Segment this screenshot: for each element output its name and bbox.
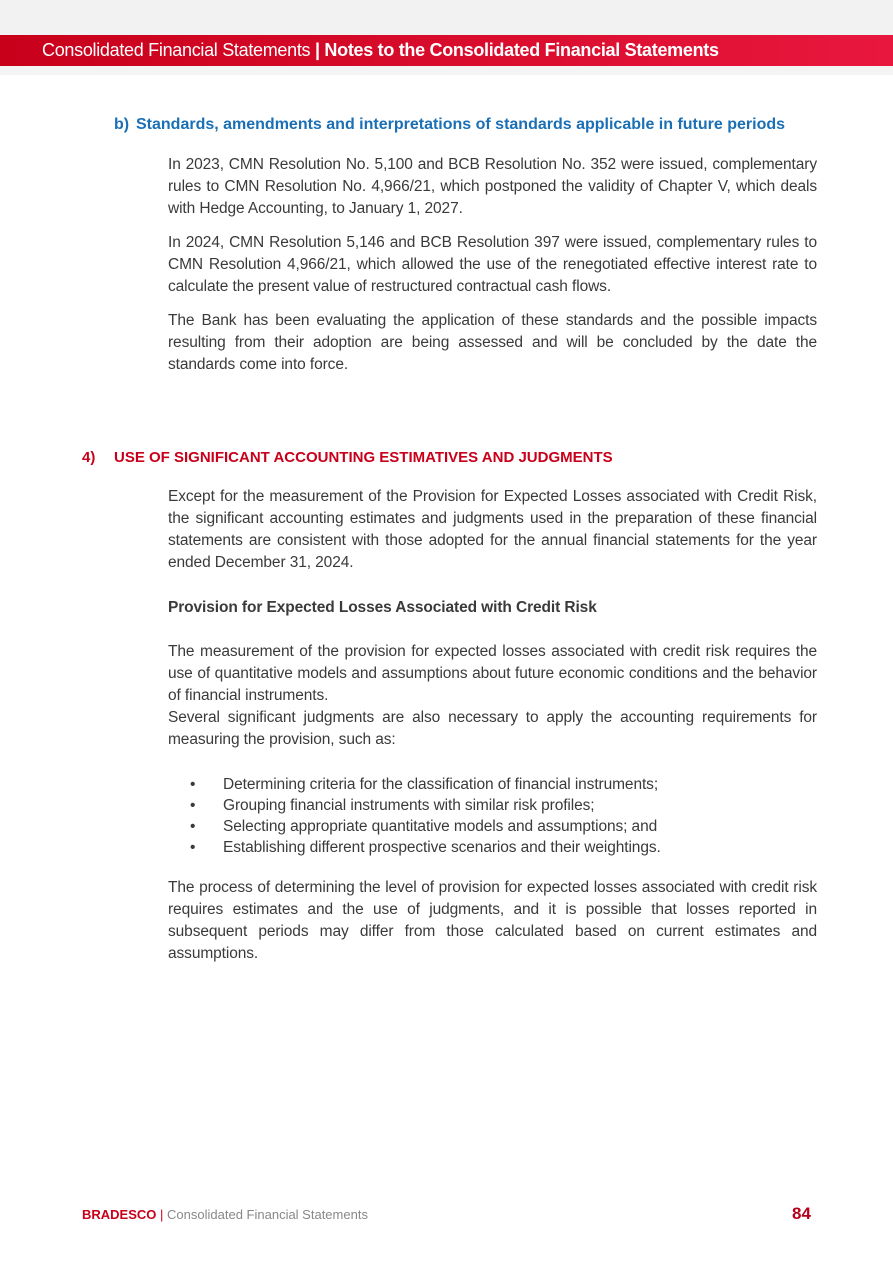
- section-number: 4): [82, 449, 96, 466]
- footer: [82, 1207, 368, 1222]
- header-separator: |: [314, 40, 320, 60]
- footer-text: Consolidated Financial Statements: [167, 1207, 368, 1222]
- provision-subheading: Provision for Expected Losses Associated with Credit Risk: [168, 599, 597, 616]
- paragraph: The Bank has been evaluating the application of these standards and the possible impacts resulting from their adoption are being assessed and will be concluded by the date the standards come into force.: [168, 312, 817, 373]
- subsection-heading: [114, 114, 817, 135]
- list-item: • Selecting appropriate quantitative models and assumptions; and: [190, 818, 658, 835]
- subsection-body: [168, 154, 817, 388]
- list-item: • Establishing different prospective scenarios and their weightings.: [190, 839, 661, 856]
- top-band: [0, 0, 893, 35]
- section-heading: [82, 448, 613, 468]
- header-underbar: [0, 66, 893, 75]
- list-item: • Grouping financial instruments with similar risk profiles;: [190, 797, 595, 814]
- subsection-label: b): [114, 116, 130, 133]
- footer-separator: |: [160, 1207, 164, 1222]
- provision-paragraph-2: Several significant judgments are also necessary to apply the accounting requirements for measuring the provision, such as:: [168, 709, 817, 748]
- header-section: Consolidated Financial Statements: [42, 40, 311, 60]
- page-number: 84: [792, 1204, 811, 1223]
- criteria-list: [168, 774, 817, 858]
- section-intro: Except for the measurement of the Provision for Expected Losses associated with Credit Risk, the significant accounting estimates and judgments used in the preparation of these financial statements are consistent with those adopted for the annual financial statements for the year ended December 31, 2024.: [168, 488, 817, 571]
- provision-paragraph-1: The measurement of the provision for expected losses associated with credit risk requires the use of quantitative models and assumptions about future economic conditions and the behavior of financial instruments.: [168, 643, 817, 704]
- closing-paragraph: The process of determining the level of provision for expected losses associated with credit risk requires estimates and the use of judgments, and it is possible that losses reported in subsequent periods may differ from those calculated based on current estimates and assumptions.: [168, 879, 817, 962]
- section-title: USE OF SIGNIFICANT ACCOUNTING ESTIMATIVES AND JUDGMENTS: [114, 449, 613, 466]
- list-item: • Determining criteria for the classification of financial instruments;: [190, 776, 659, 793]
- footer-brand: BRADESCO: [82, 1207, 157, 1222]
- page-header: [0, 35, 893, 66]
- paragraph: In 2024, CMN Resolution 5,146 and BCB Resolution 397 were issued, complementary rules to CMN Resolution 4,966/21, which allowed the use of the renegotiated effective interest rate to calculate the present value of restructured contractual cash flows.: [168, 234, 817, 295]
- header-title: Notes to the Consolidated Financial Statements: [324, 40, 719, 60]
- paragraph: In 2023, CMN Resolution No. 5,100 and BCB Resolution No. 352 were issued, complementary rules to CMN Resolution No. 4,966/21, which postponed the validity of Chapter V, which deals with Hedge Accounting, to January 1, 2027.: [168, 156, 817, 217]
- subsection-title: Standards, amendments and interpretations of standards applicable in future periods: [136, 116, 786, 133]
